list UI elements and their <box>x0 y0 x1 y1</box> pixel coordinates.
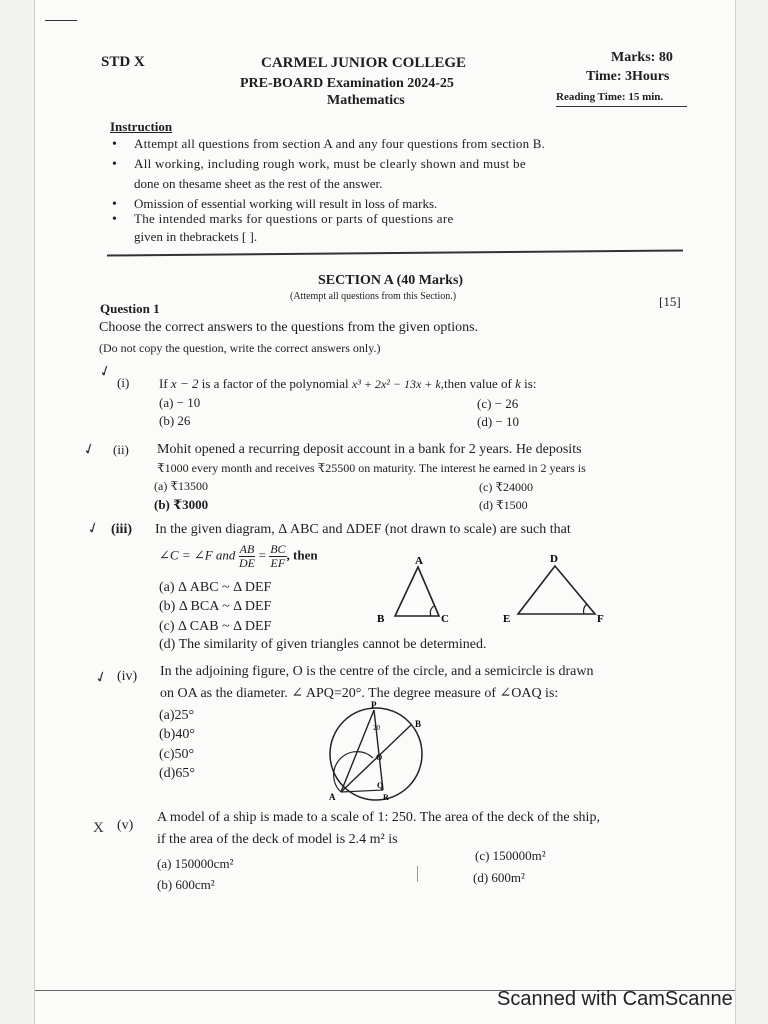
section-title: SECTION A (40 Marks) <box>318 273 464 288</box>
q5-option-d: (d) 600m² <box>473 870 525 885</box>
reading-time-underline <box>556 106 687 107</box>
checkmark-icon: ✓ <box>96 360 115 382</box>
checkmark-icon: ✓ <box>92 666 111 688</box>
label-a: A <box>415 555 423 567</box>
q4-number: (iv) <box>117 669 138 684</box>
q2-option-b: (b) ₹3000 <box>154 497 209 512</box>
instruction-title: Instruction <box>110 119 173 134</box>
q3-condition <box>159 543 318 570</box>
q4-option-d: (d)65° <box>159 766 195 781</box>
reading-time: Reading Time: 15 min. <box>556 91 664 103</box>
pencil-mark <box>417 866 418 882</box>
q5-line1: A model of a ship is made to a scale of 1: 250. The area of the deck of the ship, <box>157 810 600 825</box>
q2-number: (ii) <box>113 442 129 457</box>
q3-fraction-1 <box>239 543 256 570</box>
q3-fraction-2 <box>269 543 286 570</box>
q4-option-b: (b)40° <box>159 727 195 742</box>
q5-line2: if the area of the deck of model is 2.4 m² is <box>157 832 398 847</box>
section-note: (Do not copy the question, write the correct answers only.) <box>99 341 381 355</box>
question-label: Question 1 <box>100 301 160 316</box>
angle-f-arc <box>584 604 587 614</box>
q1-number: (i) <box>117 375 130 390</box>
q3-option-d: (d) The similarity of given triangles cannot be determined. <box>159 637 487 652</box>
semicircle <box>334 752 373 792</box>
label-q: Q <box>377 781 384 790</box>
bullet: • <box>112 137 117 152</box>
section-intro: Choose the correct answers to the questions from the given options. <box>99 320 479 335</box>
triangle-def <box>518 566 595 614</box>
q3-option-c: (c) Δ CAB ~ Δ DEF <box>159 619 272 634</box>
q1-option-c: (c) − 26 <box>477 396 519 411</box>
q3-option-a: (a) Δ ABC ~ Δ DEF <box>159 580 272 595</box>
label-e: E <box>503 613 511 625</box>
q3-angle-condition: ∠C = ∠F and <box>159 547 236 563</box>
label-o: O <box>376 753 383 762</box>
label-r: R <box>383 793 389 802</box>
scanner-watermark: Scanned with CamScanne <box>497 988 733 1010</box>
q2-line1: Mohit opened a recurring deposit account in a bank for 2 years. He deposits <box>157 442 582 457</box>
triangles-diagram <box>373 552 613 632</box>
q1-text-e: is: <box>524 376 537 391</box>
q1-text-b: x − 2 <box>170 376 199 391</box>
q1-text <box>159 376 536 392</box>
instruction-3: Omission of essential working will result in loss of marks. <box>134 196 438 211</box>
instruction-2: All working, including rough work, must be clearly shown and must be <box>134 156 526 171</box>
instruction-1: Attempt all questions from section A and any four questions from section B. <box>134 136 546 151</box>
college-name: CARMEL JUNIOR COLLEGE <box>261 55 467 71</box>
q4-line2: on OA as the diameter. ∠ APQ=20°. The degree measure of ∠OAQ is: <box>160 686 559 701</box>
q3-then: , then <box>286 547 318 563</box>
stray-mark <box>45 20 77 21</box>
circle-diagram <box>321 700 441 810</box>
q5-number: (v) <box>117 818 134 833</box>
q3-ef: EF <box>270 556 286 570</box>
q1-text-d: ,then value of <box>440 376 512 391</box>
q3-bc: BC <box>270 542 286 556</box>
q5-option-b: (b) 600cm² <box>157 877 215 892</box>
bullet: • <box>112 197 117 212</box>
q1-polynomial: x³ + 2x² − 13x + k <box>351 377 441 391</box>
exam-page <box>34 0 736 1024</box>
q4-option-c: (c)50° <box>159 747 195 762</box>
q2-option-a: (a) ₹13500 <box>154 479 208 493</box>
q5-option-c: (c) 150000m² <box>475 848 546 863</box>
q1-option-a: (a) − 10 <box>159 395 201 410</box>
chord-pa <box>341 710 374 792</box>
label-p: P <box>371 700 377 710</box>
checkmark-icon: ✓ <box>80 438 99 460</box>
q5-option-a: (a) 150000cm² <box>157 856 234 871</box>
checkmark-icon: ✓ <box>84 517 103 539</box>
std-label: STD X <box>101 54 145 70</box>
q1-k: k <box>515 376 521 391</box>
label-b: B <box>415 719 422 729</box>
q1-option-d: (d) − 10 <box>477 414 519 429</box>
bullet: • <box>112 212 117 227</box>
chord-pq <box>374 710 383 790</box>
marks-label: Marks: 80 <box>611 50 673 65</box>
cross-mark-icon: X <box>93 820 104 836</box>
divider <box>107 249 683 256</box>
angle-c-arc <box>430 606 434 616</box>
q2-option-d: (d) ₹1500 <box>479 498 528 512</box>
angle-label: 20 <box>373 724 380 732</box>
q3-equals: = <box>258 547 266 563</box>
section-subtitle: (Attempt all questions from this Section.) <box>290 291 457 302</box>
time-label: Time: 3Hours <box>586 69 670 84</box>
instruction-2-cont: done on thesame sheet as the rest of the answer. <box>134 176 383 191</box>
subject-title: Mathematics <box>327 93 405 108</box>
q2-line2: ₹1000 every month and receives ₹25500 on maturity. The interest he earned in 2 years is <box>157 461 586 475</box>
q4-line1: In the adjoining figure, O is the centre of the circle, and a semicircle is drawn <box>160 664 594 679</box>
triangle-abc <box>395 567 439 616</box>
label-d: D <box>550 553 558 565</box>
q3-de: DE <box>239 556 255 570</box>
q3-number: (iii) <box>111 522 132 537</box>
q1-option-b: (b) 26 <box>159 413 191 428</box>
question-marks: [15] <box>659 294 681 309</box>
label-b: B <box>377 613 385 625</box>
instruction-4: The intended marks for questions or parts of questions are <box>134 211 454 226</box>
exam-title: PRE-BOARD Examination 2024-25 <box>240 76 454 91</box>
q3-option-b: (b) Δ BCA ~ Δ DEF <box>159 599 272 614</box>
q3-ab: AB <box>239 542 255 556</box>
label-f: F <box>597 613 604 625</box>
label-c: C <box>441 613 449 625</box>
q4-option-a: (a)25° <box>159 708 195 723</box>
label-a: A <box>329 792 336 802</box>
q1-text-c: is a factor of the polynomial <box>201 376 349 391</box>
bullet: • <box>112 157 117 172</box>
q2-option-c: (c) ₹24000 <box>479 480 533 494</box>
instruction-4-cont: given in thebrackets [ ]. <box>134 229 258 244</box>
q1-text-a: If <box>159 376 168 391</box>
q3-line1: In the given diagram, Δ ABC and ΔDEF (not drawn to scale) are such that <box>155 522 571 537</box>
